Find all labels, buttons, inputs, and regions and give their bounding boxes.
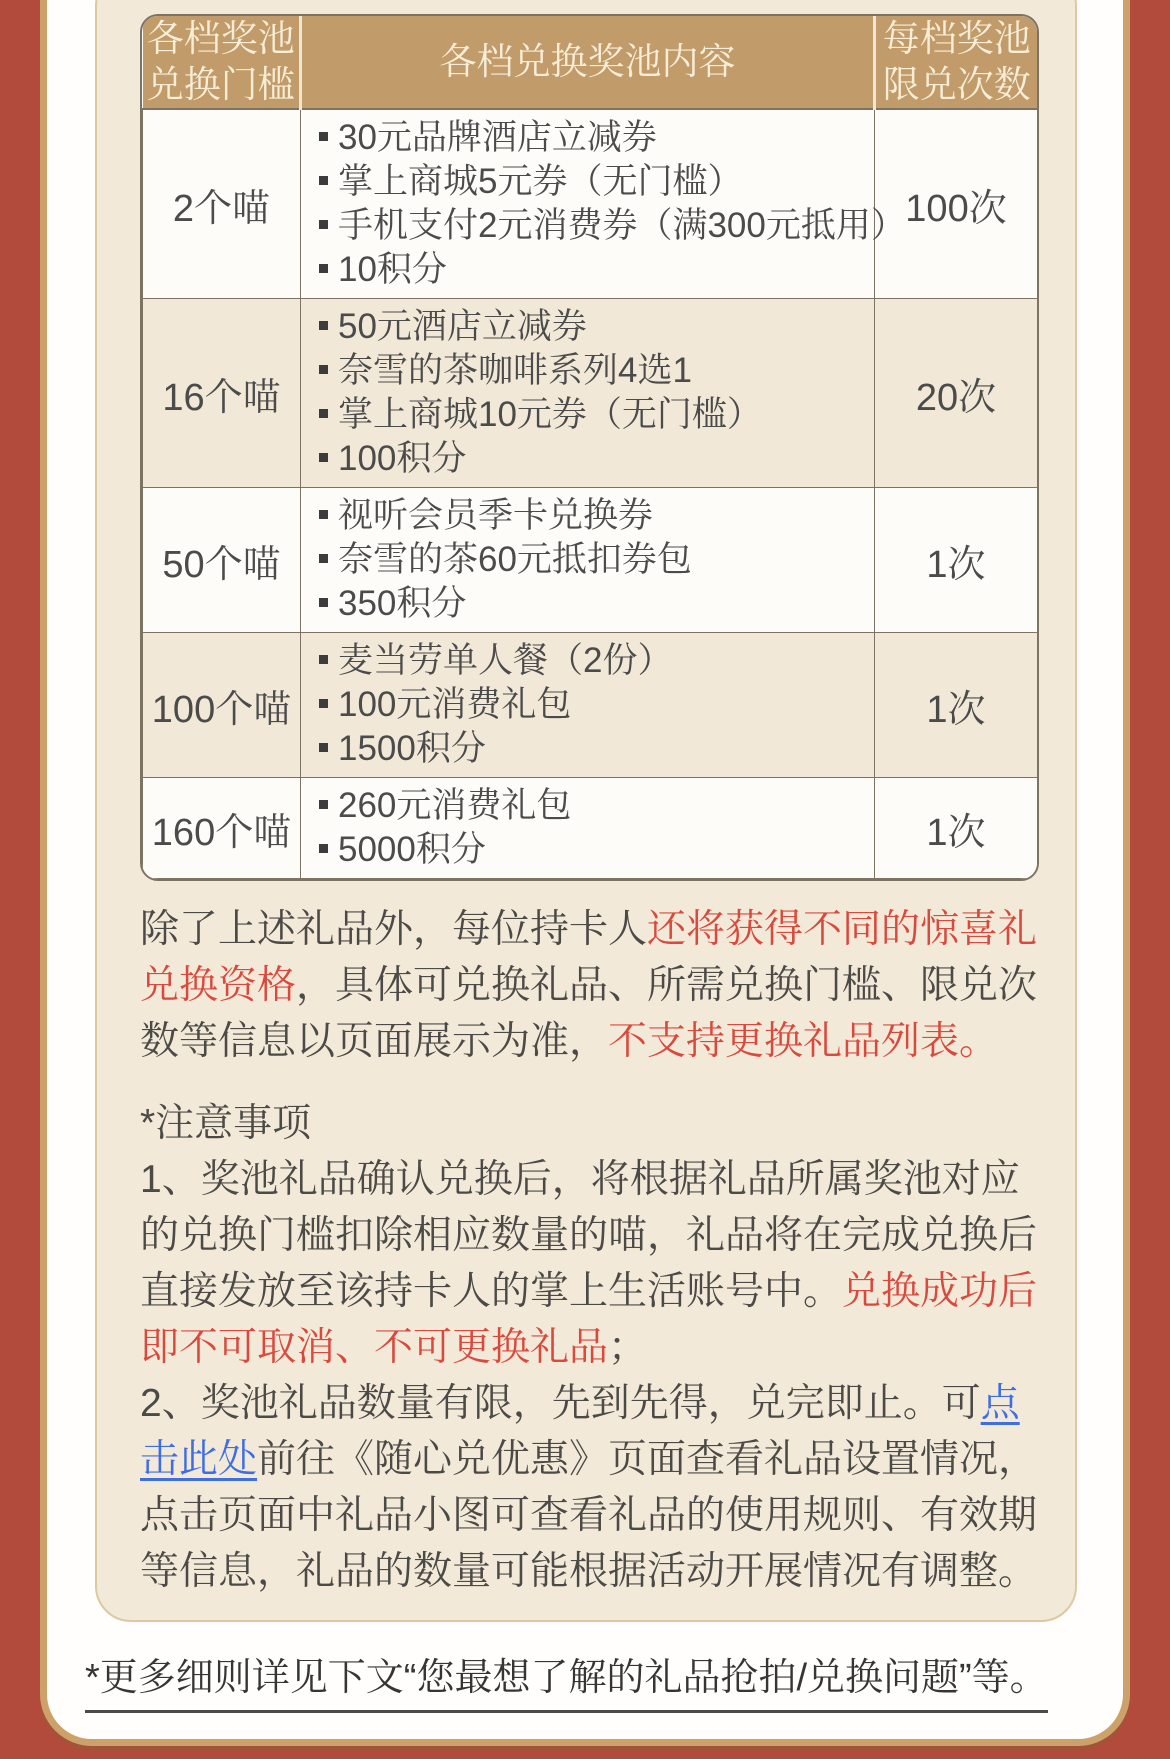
prize-items-cell (301, 299, 875, 488)
prize-item-text: 奈雪的茶60元抵扣券包 (338, 540, 692, 579)
text-segment: 兑换成功后即不可取消、不可更换礼品 (140, 1270, 1038, 1369)
threshold-cell: 50个喵 (143, 488, 301, 633)
limit-cell: 20次 (875, 299, 1038, 488)
prize-item-text: 350积分 (338, 584, 467, 623)
square-bullet-icon (319, 365, 328, 374)
square-bullet-icon (319, 264, 328, 273)
square-bullet-icon (319, 132, 328, 141)
prize-item-text: 掌上商城5元券（无门槛） (338, 162, 743, 201)
prize-item-text: 30元品牌酒店立减券 (338, 118, 657, 157)
footnote (85, 1646, 1125, 1713)
limit-cell: 1次 (875, 778, 1038, 879)
table-row (143, 109, 1038, 299)
square-bullet-icon (319, 800, 328, 809)
table-header-row (143, 16, 1038, 109)
prize-item-text: 100元消费礼包 (338, 685, 572, 724)
prize-items-cell (301, 633, 875, 778)
prize-item-text: 5000积分 (338, 830, 486, 869)
prize-items-cell (301, 778, 875, 879)
prize-table (140, 14, 1039, 881)
table-row (143, 778, 1038, 879)
limit-cell: 1次 (875, 488, 1038, 633)
notice-heading: *注意事项 (140, 1102, 312, 1145)
prize-item-text: 奈雪的茶咖啡系列4选1 (338, 351, 692, 390)
square-bullet-icon (319, 321, 328, 330)
table-row (143, 299, 1038, 488)
limit-cell: 100次 (875, 109, 1038, 299)
square-bullet-icon (319, 176, 328, 185)
intro-paragraph (140, 902, 1040, 1070)
prize-item-text: 1500积分 (338, 729, 486, 768)
threshold-cell: 100个喵 (143, 633, 301, 778)
prize-items-cell (301, 488, 875, 633)
text-segment: ，具体可兑换礼品、所需兑换门槛、限兑次数等信息以页面展示为准， (140, 964, 1038, 1063)
square-bullet-icon (319, 409, 328, 418)
text-segment: ； (608, 1326, 648, 1369)
square-bullet-icon (319, 699, 328, 708)
prize-item-text: 手机支付2元消费券（满300元抵用） (338, 206, 906, 245)
text-segment: 1、奖池礼品确认兑换后，将根据礼品所属奖池对应的兑换门槛扣除相应数量的喵，礼品将在完成兑换后直接发放至该持卡人的掌上生活账号中。 (140, 1158, 1038, 1313)
prize-item-text: 10积分 (338, 250, 447, 289)
square-bullet-icon (319, 220, 328, 229)
table-header-cell: 各档奖池 兑换门槛 (143, 16, 301, 109)
table-row (143, 488, 1038, 633)
square-bullet-icon (319, 510, 328, 519)
prize-item-text: 50元酒店立减券 (338, 307, 587, 346)
table-header-cell: 各档兑换奖池内容 (301, 16, 875, 109)
click-here-link[interactable]: 点击此处 (140, 1382, 1020, 1481)
table-row (143, 633, 1038, 778)
threshold-cell: 160个喵 (143, 778, 301, 879)
square-bullet-icon (319, 598, 328, 607)
text-segment: 不支持更换礼品列表。 (608, 1020, 999, 1063)
square-bullet-icon (319, 453, 328, 462)
notes-section (140, 902, 1040, 1600)
notice-item-1 (140, 1152, 1040, 1376)
prize-item-text: 视听会员季卡兑换券 (338, 496, 654, 535)
threshold-cell: 16个喵 (143, 299, 301, 488)
notice-item-2 (140, 1376, 1040, 1600)
text-segment: 前往《随心兑优惠》页面查看礼品设置情况，点击页面中礼品小图可查看礼品的使用规则、有效期等信息，礼品的数量可能根据活动开展情况有调整。 (140, 1438, 1038, 1593)
threshold-cell: 2个喵 (143, 109, 301, 299)
prize-item-text: 麦当劳单人餐（2份） (338, 641, 673, 680)
table-header-cell: 每档奖池 限兑次数 (875, 16, 1038, 109)
footnote-text: *更多细则详见下文“您最想了解的礼品抢拍/兑换问题”等。 (85, 1646, 1048, 1713)
limit-cell: 1次 (875, 633, 1038, 778)
square-bullet-icon (319, 655, 328, 664)
square-bullet-icon (319, 743, 328, 752)
prize-item-text: 100积分 (338, 439, 467, 478)
square-bullet-icon (319, 844, 328, 853)
text-segment: 除了上述礼品外，每位持卡人 (140, 908, 648, 951)
text-segment: 2、奖池礼品数量有限，先到先得，兑完即止。可 (140, 1382, 981, 1425)
prize-item-text: 260元消费礼包 (338, 786, 572, 825)
prize-table-body (143, 109, 1038, 879)
text-segment: 还将获得不同的惊喜礼兑换资格 (140, 908, 1038, 1007)
square-bullet-icon (319, 554, 328, 563)
prize-items-cell (301, 109, 906, 299)
prize-item-text: 掌上商城10元券（无门槛） (338, 395, 762, 434)
